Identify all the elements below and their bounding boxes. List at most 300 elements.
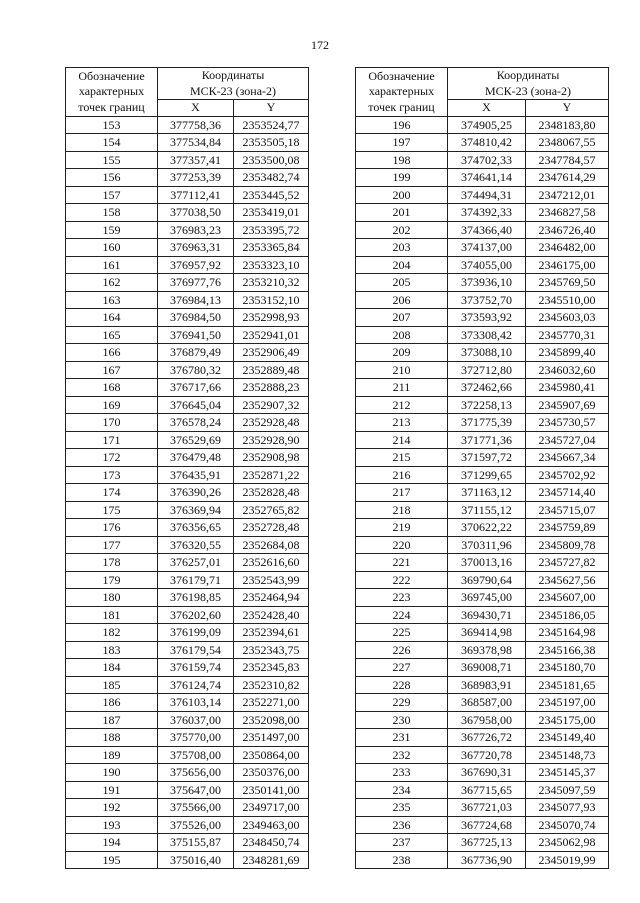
x-coordinate-cell: 368587,00 [448, 694, 526, 712]
table-row [356, 449, 609, 467]
x-coordinate-cell: 376202,60 [158, 606, 234, 624]
table-row [66, 851, 309, 869]
x-coordinate-cell: 375155,87 [158, 834, 234, 852]
table-row [356, 536, 609, 554]
table-body-right [356, 116, 609, 869]
y-coordinate-cell: 2351497,00 [234, 729, 309, 747]
point-number-cell: 214 [356, 431, 448, 449]
y-coordinate-cell: 2346175,00 [526, 256, 609, 274]
table-row [66, 379, 309, 397]
point-number-cell: 221 [356, 554, 448, 572]
y-coordinate-cell: 2352928,90 [234, 431, 309, 449]
table-row [356, 344, 609, 362]
x-coordinate-cell: 369008,71 [448, 659, 526, 677]
y-coordinate-cell: 2352941,01 [234, 326, 309, 344]
point-number-cell: 173 [66, 466, 158, 484]
table-row [356, 729, 609, 747]
y-coordinate-cell: 2346032,60 [526, 361, 609, 379]
table-row [66, 326, 309, 344]
table-row [356, 554, 609, 572]
x-coordinate-cell: 376957,92 [158, 256, 234, 274]
x-coordinate-cell: 377758,36 [158, 116, 234, 134]
point-number-cell: 195 [66, 851, 158, 869]
point-number-cell: 204 [356, 256, 448, 274]
y-coordinate-cell: 2353419,01 [234, 204, 309, 222]
point-number-cell: 219 [356, 519, 448, 537]
y-coordinate-cell: 2346827,58 [526, 204, 609, 222]
point-number-cell: 154 [66, 134, 158, 152]
y-coordinate-cell: 2345603,03 [526, 309, 609, 327]
point-number-cell: 234 [356, 781, 448, 799]
x-coordinate-cell: 375656,00 [158, 764, 234, 782]
table-body-left [66, 116, 309, 869]
x-coordinate-cell: 376199,09 [158, 624, 234, 642]
point-number-cell: 203 [356, 239, 448, 257]
x-column-header: X [448, 100, 526, 117]
y-coordinate-cell: 2352684,08 [234, 536, 309, 554]
y-coordinate-cell: 2345077,93 [526, 799, 609, 817]
table-row [356, 379, 609, 397]
point-number-cell: 178 [66, 554, 158, 572]
y-coordinate-cell: 2346726,40 [526, 221, 609, 239]
x-coordinate-cell: 374137,00 [448, 239, 526, 257]
y-coordinate-cell: 2353365,84 [234, 239, 309, 257]
point-number-cell: 157 [66, 186, 158, 204]
y-coordinate-cell: 2348183,80 [526, 116, 609, 134]
x-coordinate-cell: 367726,72 [448, 729, 526, 747]
table-row [356, 116, 609, 134]
x-coordinate-cell: 374494,31 [448, 186, 526, 204]
point-number-cell: 232 [356, 746, 448, 764]
x-coordinate-cell: 367721,03 [448, 799, 526, 817]
point-number-cell: 183 [66, 641, 158, 659]
table-row [66, 449, 309, 467]
y-coordinate-cell: 2345197,00 [526, 694, 609, 712]
point-number-cell: 184 [66, 659, 158, 677]
y-coordinate-cell: 2352428,40 [234, 606, 309, 624]
x-coordinate-cell: 376578,24 [158, 414, 234, 432]
x-coordinate-cell: 367715,65 [448, 781, 526, 799]
table-row [66, 624, 309, 642]
y-coordinate-cell: 2345702,92 [526, 466, 609, 484]
x-coordinate-cell: 369414,98 [448, 624, 526, 642]
y-coordinate-cell: 2352765,82 [234, 501, 309, 519]
point-number-cell: 177 [66, 536, 158, 554]
point-number-cell: 220 [356, 536, 448, 554]
x-coordinate-cell: 367725,13 [448, 834, 526, 852]
x-coordinate-cell: 369790,64 [448, 571, 526, 589]
table-row [356, 326, 609, 344]
point-number-cell: 179 [66, 571, 158, 589]
x-coordinate-cell: 376879,49 [158, 344, 234, 362]
table-row [66, 816, 309, 834]
x-coordinate-cell: 372258,13 [448, 396, 526, 414]
point-number-cell: 182 [66, 624, 158, 642]
x-coordinate-cell: 376369,94 [158, 501, 234, 519]
table-row [66, 116, 309, 134]
point-number-cell: 155 [66, 151, 158, 169]
point-number-cell: 199 [356, 169, 448, 187]
y-coordinate-cell: 2345186,05 [526, 606, 609, 624]
table-row [66, 834, 309, 852]
point-number-cell: 176 [66, 519, 158, 537]
point-number-cell: 197 [356, 134, 448, 152]
table-row [356, 781, 609, 799]
y-coordinate-cell: 2345907,69 [526, 396, 609, 414]
y-coordinate-cell: 2353482,74 [234, 169, 309, 187]
point-number-cell: 208 [356, 326, 448, 344]
table-row [66, 781, 309, 799]
x-coordinate-cell: 376645,04 [158, 396, 234, 414]
table-row [66, 501, 309, 519]
point-number-cell: 233 [356, 764, 448, 782]
x-coordinate-cell: 370013,16 [448, 554, 526, 572]
x-coordinate-cell: 367690,31 [448, 764, 526, 782]
x-coordinate-cell: 376717,66 [158, 379, 234, 397]
point-number-cell: 189 [66, 746, 158, 764]
point-number-cell: 185 [66, 676, 158, 694]
table-row [356, 589, 609, 607]
table-row [66, 186, 309, 204]
point-number-cell: 160 [66, 239, 158, 257]
y-coordinate-cell: 2345899,40 [526, 344, 609, 362]
table-row [356, 204, 609, 222]
point-number-cell: 158 [66, 204, 158, 222]
table-row [66, 256, 309, 274]
x-coordinate-cell: 374366,40 [448, 221, 526, 239]
x-coordinate-cell: 369378,98 [448, 641, 526, 659]
point-number-cell: 228 [356, 676, 448, 694]
y-coordinate-cell: 2352098,00 [234, 711, 309, 729]
x-coordinate-cell: 376984,50 [158, 309, 234, 327]
x-coordinate-cell: 367958,00 [448, 711, 526, 729]
table-row [66, 589, 309, 607]
point-number-cell: 169 [66, 396, 158, 414]
point-number-cell: 168 [66, 379, 158, 397]
table-row [66, 344, 309, 362]
table-row [356, 764, 609, 782]
y-coordinate-cell: 2348450,74 [234, 834, 309, 852]
x-coordinate-cell: 375016,40 [158, 851, 234, 869]
table-row [66, 536, 309, 554]
x-coordinate-cell: 376037,00 [158, 711, 234, 729]
y-coordinate-cell: 2348067,55 [526, 134, 609, 152]
table-row [66, 746, 309, 764]
point-number-cell: 218 [356, 501, 448, 519]
y-coordinate-cell: 2352394,61 [234, 624, 309, 642]
point-number-cell: 209 [356, 344, 448, 362]
y-coordinate-cell: 2345980,41 [526, 379, 609, 397]
y-coordinate-cell: 2345166,38 [526, 641, 609, 659]
table-row [356, 799, 609, 817]
table-row [66, 291, 309, 309]
x-coordinate-cell: 376179,54 [158, 641, 234, 659]
x-coordinate-cell: 373936,10 [448, 274, 526, 292]
coordinates-table-left [65, 67, 309, 869]
x-coordinate-cell: 369430,71 [448, 606, 526, 624]
table-row [356, 694, 609, 712]
x-coordinate-cell: 372462,66 [448, 379, 526, 397]
x-coordinate-cell: 376963,31 [158, 239, 234, 257]
y-coordinate-cell: 2345759,89 [526, 519, 609, 537]
point-number-cell: 162 [66, 274, 158, 292]
y-coordinate-cell: 2345730,57 [526, 414, 609, 432]
y-coordinate-cell: 2352871,22 [234, 466, 309, 484]
coordinate-system-header [158, 84, 309, 100]
table-row [356, 641, 609, 659]
y-coordinate-cell: 2345148,73 [526, 746, 609, 764]
x-coordinate-cell: 371155,12 [448, 501, 526, 519]
x-coordinate-cell: 374641,14 [448, 169, 526, 187]
table-row [356, 151, 609, 169]
table-row [66, 396, 309, 414]
point-number-cell: 238 [356, 851, 448, 869]
x-coordinate-cell: 377038,50 [158, 204, 234, 222]
table-row [66, 151, 309, 169]
point-number-cell: 171 [66, 431, 158, 449]
y-coordinate-cell: 2352888,23 [234, 379, 309, 397]
x-coordinate-cell: 371771,36 [448, 431, 526, 449]
table-row [66, 221, 309, 239]
x-coordinate-cell: 374055,00 [448, 256, 526, 274]
coordinates-table-right [355, 67, 609, 869]
table-row [356, 676, 609, 694]
x-coordinate-cell: 369745,00 [448, 589, 526, 607]
x-coordinate-cell: 368983,91 [448, 676, 526, 694]
y-coordinate-cell: 2349463,00 [234, 816, 309, 834]
table-row [66, 204, 309, 222]
y-coordinate-cell: 2345510,00 [526, 291, 609, 309]
y-coordinate-cell: 2345727,04 [526, 431, 609, 449]
table-row [356, 256, 609, 274]
x-coordinate-cell: 376320,55 [158, 536, 234, 554]
table-row [66, 641, 309, 659]
y-column-header: Y [526, 100, 609, 117]
table-row [356, 816, 609, 834]
x-coordinate-cell: 375708,00 [158, 746, 234, 764]
y-coordinate-cell: 2353445,52 [234, 186, 309, 204]
table-row [356, 851, 609, 869]
table-row [66, 414, 309, 432]
x-coordinate-cell: 376984,13 [158, 291, 234, 309]
point-number-cell: 225 [356, 624, 448, 642]
y-coordinate-cell: 2352616,60 [234, 554, 309, 572]
y-coordinate-cell: 2350141,00 [234, 781, 309, 799]
point-number-cell: 224 [356, 606, 448, 624]
point-number-cell: 205 [356, 274, 448, 292]
table-row [66, 764, 309, 782]
table-row [356, 221, 609, 239]
y-coordinate-cell: 2352343,75 [234, 641, 309, 659]
point-number-cell: 165 [66, 326, 158, 344]
point-number-cell: 167 [66, 361, 158, 379]
point-number-cell: 192 [66, 799, 158, 817]
x-coordinate-cell: 376179,71 [158, 571, 234, 589]
table-row [356, 834, 609, 852]
point-number-cell: 215 [356, 449, 448, 467]
point-number-cell: 230 [356, 711, 448, 729]
point-number-cell: 161 [66, 256, 158, 274]
point-number-cell: 231 [356, 729, 448, 747]
point-number-cell: 188 [66, 729, 158, 747]
point-number-cell: 170 [66, 414, 158, 432]
y-coordinate-cell: 2353152,10 [234, 291, 309, 309]
y-coordinate-cell: 2345070,74 [526, 816, 609, 834]
x-coordinate-cell: 373088,10 [448, 344, 526, 362]
table-row [66, 169, 309, 187]
table-row [66, 799, 309, 817]
point-number-cell: 216 [356, 466, 448, 484]
point-number-cell: 237 [356, 834, 448, 852]
y-coordinate-cell: 2345769,50 [526, 274, 609, 292]
point-number-cell: 201 [356, 204, 448, 222]
x-coordinate-cell: 376124,74 [158, 676, 234, 694]
x-column-header: X [158, 100, 234, 117]
point-number-cell: 196 [356, 116, 448, 134]
point-number-cell: 200 [356, 186, 448, 204]
table-row [66, 519, 309, 537]
x-coordinate-cell: 367736,90 [448, 851, 526, 869]
y-coordinate-cell: 2345714,40 [526, 484, 609, 502]
x-coordinate-cell: 377357,41 [158, 151, 234, 169]
y-coordinate-cell: 2345149,40 [526, 729, 609, 747]
point-number-cell: 229 [356, 694, 448, 712]
x-coordinate-cell: 371775,39 [448, 414, 526, 432]
x-coordinate-cell: 374810,42 [448, 134, 526, 152]
point-header-line: характерных [78, 84, 145, 98]
x-coordinate-cell: 374905,25 [448, 116, 526, 134]
table-row [66, 239, 309, 257]
x-coordinate-cell: 370622,22 [448, 519, 526, 537]
coordinate-system-header [448, 84, 609, 100]
x-coordinate-cell: 376780,32 [158, 361, 234, 379]
x-coordinate-cell: 376529,69 [158, 431, 234, 449]
x-coordinate-cell: 374702,33 [448, 151, 526, 169]
x-coordinate-cell: 375647,00 [158, 781, 234, 799]
x-coordinate-cell: 371597,72 [448, 449, 526, 467]
y-coordinate-cell: 2352907,32 [234, 396, 309, 414]
table-row [356, 501, 609, 519]
y-coordinate-cell: 2352464,94 [234, 589, 309, 607]
y-coordinate-cell: 2345062,98 [526, 834, 609, 852]
y-coordinate-cell: 2352906,49 [234, 344, 309, 362]
point-number-cell: 222 [356, 571, 448, 589]
table-row [356, 291, 609, 309]
x-coordinate-cell: 367724,68 [448, 816, 526, 834]
y-coordinate-cell: 2345809,78 [526, 536, 609, 554]
coordinates-header [448, 68, 609, 84]
y-coordinate-cell: 2348281,69 [234, 851, 309, 869]
point-number-cell: 172 [66, 449, 158, 467]
table-row [66, 606, 309, 624]
table-row [356, 274, 609, 292]
y-coordinate-cell: 2347614,29 [526, 169, 609, 187]
y-coordinate-cell: 2349717,00 [234, 799, 309, 817]
y-coordinate-cell: 2353323,10 [234, 256, 309, 274]
table-row [66, 361, 309, 379]
point-designation-header [356, 68, 448, 117]
y-coordinate-cell: 2345181,65 [526, 676, 609, 694]
coordinates-header-line: Координаты [201, 68, 265, 82]
point-number-cell: 181 [66, 606, 158, 624]
point-number-cell: 194 [66, 834, 158, 852]
x-coordinate-cell: 376159,74 [158, 659, 234, 677]
table-row [66, 676, 309, 694]
x-coordinate-cell: 376941,50 [158, 326, 234, 344]
y-coordinate-cell: 2352543,99 [234, 571, 309, 589]
table-row [356, 169, 609, 187]
point-number-cell: 186 [66, 694, 158, 712]
y-coordinate-cell: 2352345,83 [234, 659, 309, 677]
x-coordinate-cell: 375566,00 [158, 799, 234, 817]
table-row [356, 431, 609, 449]
point-number-cell: 235 [356, 799, 448, 817]
table-row [356, 624, 609, 642]
table-row [66, 729, 309, 747]
y-coordinate-cell: 2345727,82 [526, 554, 609, 572]
x-coordinate-cell: 370311,96 [448, 536, 526, 554]
x-coordinate-cell: 376257,01 [158, 554, 234, 572]
x-coordinate-cell: 371299,65 [448, 466, 526, 484]
point-number-cell: 226 [356, 641, 448, 659]
x-coordinate-cell: 376103,14 [158, 694, 234, 712]
point-designation-header [66, 68, 158, 117]
table-row [356, 466, 609, 484]
table-row [66, 431, 309, 449]
page-number: 172 [311, 38, 329, 52]
y-coordinate-cell: 2347212,01 [526, 186, 609, 204]
point-number-cell: 159 [66, 221, 158, 239]
point-number-cell: 210 [356, 361, 448, 379]
y-coordinate-cell: 2352998,93 [234, 309, 309, 327]
y-coordinate-cell: 2350376,00 [234, 764, 309, 782]
table-row [356, 746, 609, 764]
x-coordinate-cell: 374392,33 [448, 204, 526, 222]
point-number-cell: 207 [356, 309, 448, 327]
y-coordinate-cell: 2345019,99 [526, 851, 609, 869]
x-coordinate-cell: 375770,00 [158, 729, 234, 747]
table-row [66, 134, 309, 152]
x-coordinate-cell: 377534,84 [158, 134, 234, 152]
table-row [356, 186, 609, 204]
point-number-cell: 206 [356, 291, 448, 309]
table-row [66, 466, 309, 484]
point-number-cell: 193 [66, 816, 158, 834]
table-row [356, 659, 609, 677]
point-number-cell: 175 [66, 501, 158, 519]
table-row [356, 711, 609, 729]
point-number-cell: 166 [66, 344, 158, 362]
table-row [356, 606, 609, 624]
y-coordinate-cell: 2352728,48 [234, 519, 309, 537]
table-row [356, 571, 609, 589]
x-coordinate-cell: 372712,80 [448, 361, 526, 379]
x-coordinate-cell: 373752,70 [448, 291, 526, 309]
table-row [356, 239, 609, 257]
point-number-cell: 156 [66, 169, 158, 187]
table-row [356, 414, 609, 432]
table-row [66, 484, 309, 502]
y-coordinate-cell: 2353395,72 [234, 221, 309, 239]
x-coordinate-cell: 376983,23 [158, 221, 234, 239]
x-coordinate-cell: 376977,76 [158, 274, 234, 292]
coordinates-header [158, 68, 309, 84]
y-coordinate-cell: 2353524,77 [234, 116, 309, 134]
point-number-cell: 223 [356, 589, 448, 607]
point-number-cell: 190 [66, 764, 158, 782]
y-column-header: Y [234, 100, 309, 117]
y-coordinate-cell: 2345667,34 [526, 449, 609, 467]
